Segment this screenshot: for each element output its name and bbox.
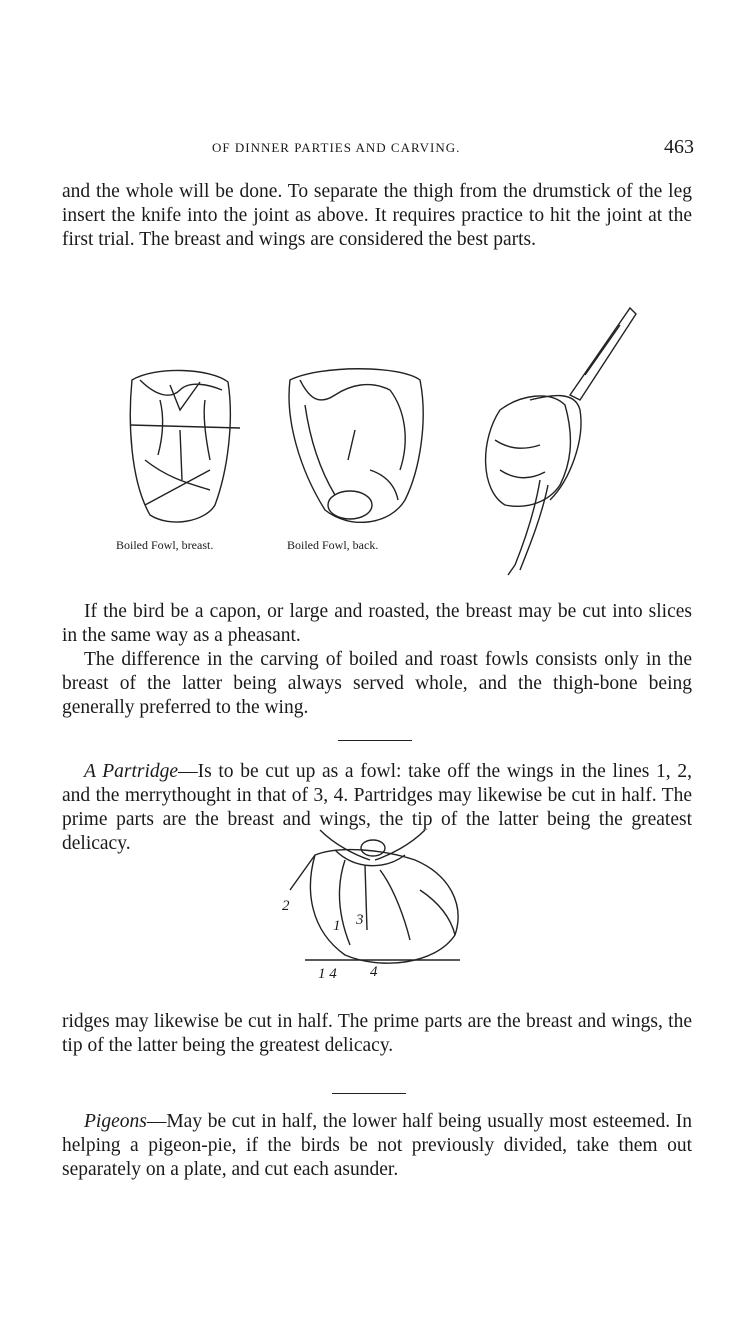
partridge-label-1: 1: [333, 918, 341, 934]
boiled-fowl-breast-illustration: [110, 360, 250, 530]
paragraph-boiled-roast: The difference in the carving of boiled and roast fowls consists only in the breast of the latter being always served whole, and the thigh-bone being generally preferred to the wing.: [62, 649, 692, 718]
boiled-fowl-back-illustration: [280, 360, 430, 530]
partridge-heading: A Partridge: [84, 761, 179, 782]
running-title: OF DINNER PARTIES AND CARVING.: [212, 140, 461, 155]
partridge-label-3: 3: [356, 912, 364, 928]
section-divider: [338, 740, 412, 741]
partridge-illustration: [285, 820, 465, 980]
partridge-label-14: 1 4: [318, 966, 337, 982]
section-divider-2: [332, 1093, 406, 1094]
roast-fowl-knife-illustration: [460, 300, 640, 580]
paragraph-capon: If the bird be a capon, or large and roasted, the breast may be cut into slices in the same way as a pheasant.: [62, 601, 692, 646]
running-head: [62, 136, 694, 162]
partridge-continued-text: ridges may likewise be cut in half. The prime parts are the breast and wings, the tip of the latter being the greatest delicacy.: [62, 1011, 692, 1056]
paragraph-thigh-drumstick: and the whole will be done. To separate the thigh from the drumstick of the leg insert the knife into the joint as above. It requires practice to hit the joint at the first trial. The breast and wings are considered the best parts.: [62, 181, 692, 250]
partridge-text: —Is to be cut up as a fowl: take off the wings in the lines 1, 2, and the merrythought in that of 3, 4. Partridges may likewise be cut in half. The prime parts are the breast and wings, the tip of the latter being the greatest delicacy.: [62, 761, 692, 854]
partridge-label-2: 2: [282, 898, 290, 914]
paragraph-pigeons: [62, 1110, 692, 1182]
pigeons-text: —May be cut in half, the lower half being usually most esteemed. In helping a pigeon-pie, if the birds be not previously divided, take them out separately on a plate, and cut each asunder.: [62, 1111, 692, 1180]
paragraph-partridge-top: [62, 760, 692, 854]
pigeons-heading: Pigeons: [84, 1111, 147, 1132]
page-number: 463: [664, 136, 694, 158]
caption-boiled-fowl-breast: Boiled Fowl, breast.: [116, 538, 214, 552]
partridge-label-4: 4: [370, 964, 378, 980]
caption-boiled-fowl-back: Boiled Fowl, back.: [287, 538, 379, 552]
paragraph-partridge-continued: [62, 1010, 692, 1082]
